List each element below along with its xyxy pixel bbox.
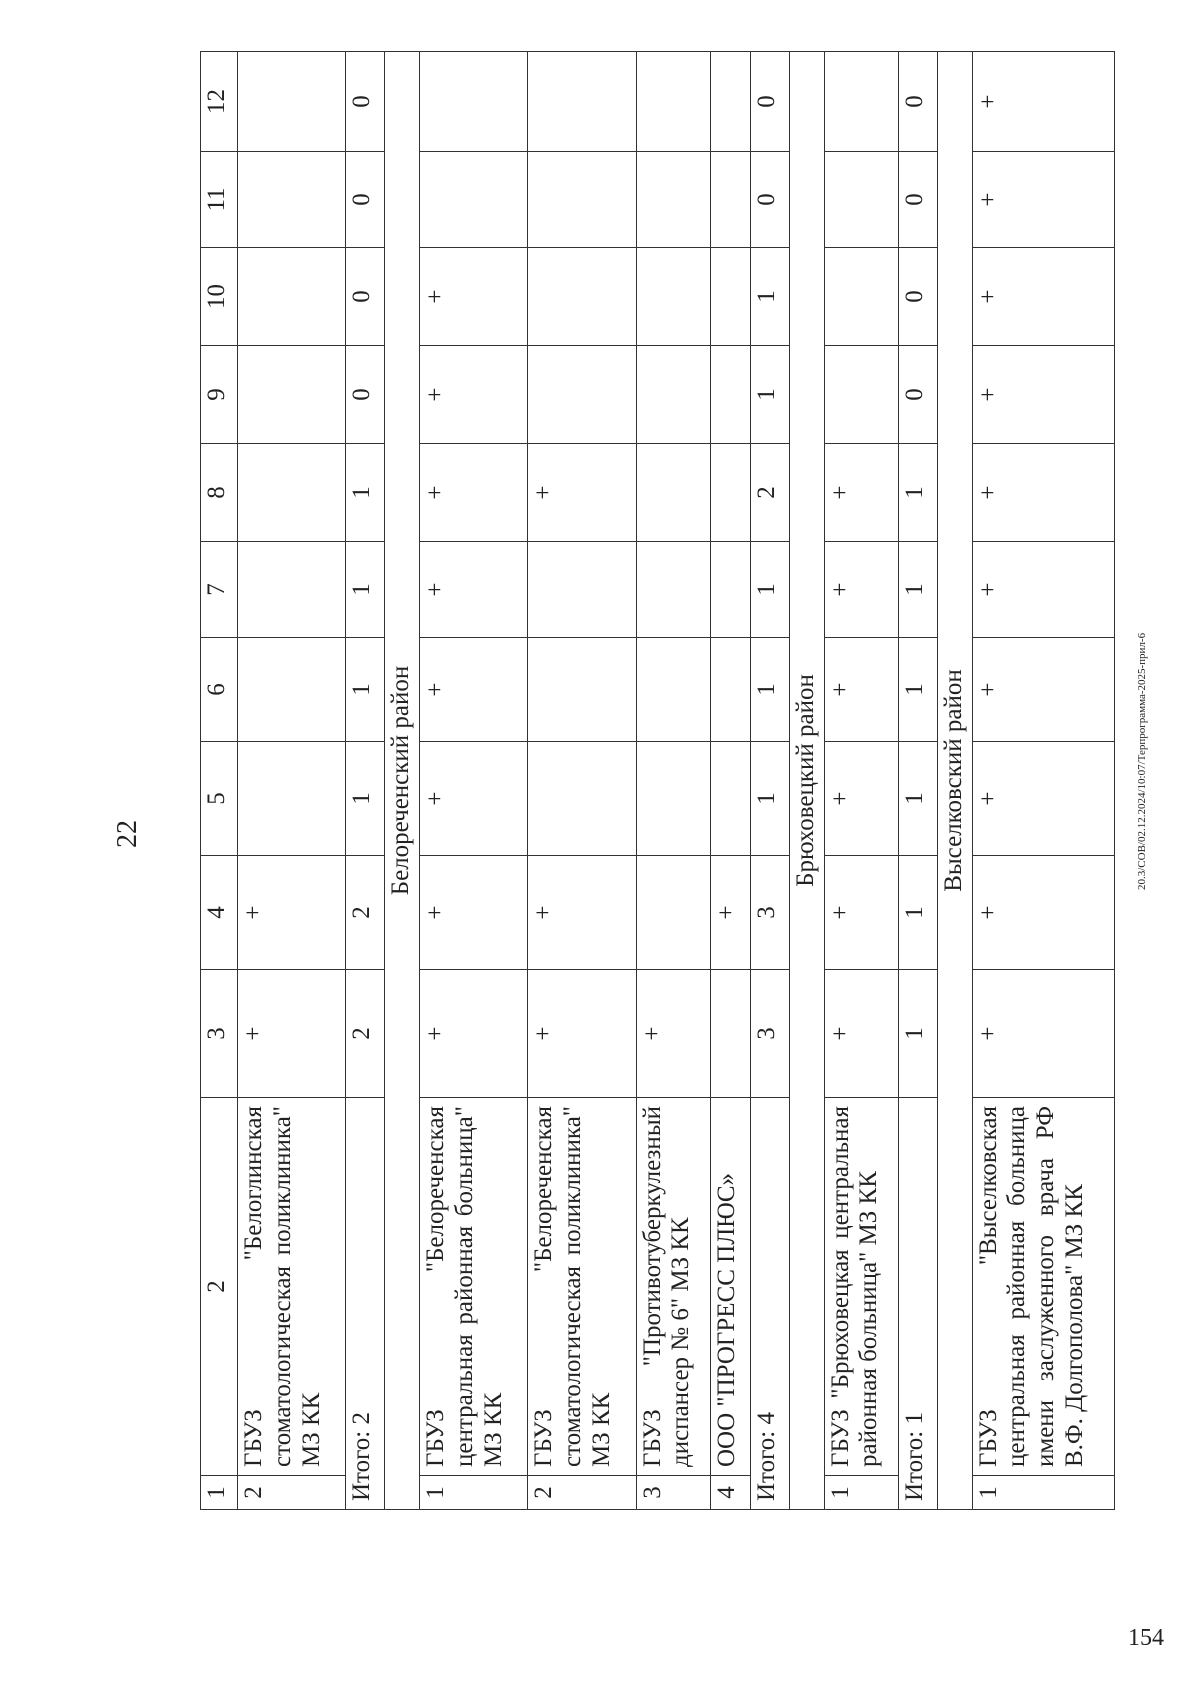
mark-cell	[710, 742, 750, 856]
row-number: 1	[420, 1476, 528, 1510]
organization-name: ГБУЗ "Брюховецкая центральная районная больница" МЗ КК	[824, 1098, 898, 1476]
total-value: 1	[750, 346, 789, 444]
mark-cell: +	[528, 444, 636, 542]
total-value: 1	[898, 542, 937, 638]
mark-cell: +	[972, 152, 1114, 248]
row-number: 1	[824, 1476, 898, 1510]
mark-cell	[238, 346, 346, 444]
mark-cell: +	[972, 346, 1114, 444]
organization-name: ГБУЗ "Выселковская центральная районная больница имени заслуженного врача РФ В.Ф. Долгополова" МЗ КК	[972, 1098, 1114, 1476]
rotated-table-container	[200, 70, 1115, 1510]
total-value: 1	[750, 742, 789, 856]
mark-cell	[824, 248, 898, 346]
column-header: 7	[201, 542, 238, 638]
column-header: 3	[201, 970, 238, 1098]
table-row	[238, 52, 346, 1510]
mark-cell	[528, 52, 636, 152]
total-label: Итого: 2	[346, 1098, 385, 1510]
mark-cell	[710, 152, 750, 248]
mark-cell: +	[238, 970, 346, 1098]
mark-cell: +	[972, 970, 1114, 1098]
total-row	[750, 52, 789, 1510]
section-title: Брюховецкий район	[789, 52, 824, 1510]
table-header-row	[201, 52, 238, 1510]
total-value: 1	[898, 742, 937, 856]
organization-name: ООО "ПРОГРЕСС ПЛЮС»	[710, 1098, 750, 1476]
total-value: 1	[898, 970, 937, 1098]
total-value: 1	[750, 248, 789, 346]
total-value: 2	[750, 444, 789, 542]
column-header: 5	[201, 742, 238, 856]
mark-cell	[238, 742, 346, 856]
row-number: 2	[238, 1476, 346, 1510]
total-value: 2	[346, 970, 385, 1098]
section-title: Выселковский район	[937, 52, 972, 1510]
mark-cell	[238, 542, 346, 638]
organization-name: ГБУЗ "Белореченская стоматологическая поликлиника" МЗ КК	[528, 1098, 636, 1476]
mark-cell	[636, 638, 710, 742]
table-row	[710, 52, 750, 1510]
mark-cell	[636, 542, 710, 638]
total-value: 1	[346, 638, 385, 742]
column-header: 2	[201, 1098, 238, 1476]
total-label: Итого: 4	[750, 1098, 789, 1510]
total-value: 1	[346, 542, 385, 638]
mark-cell: +	[824, 444, 898, 542]
mark-cell	[528, 346, 636, 444]
mark-cell	[528, 742, 636, 856]
mark-cell: +	[972, 52, 1114, 152]
column-header: 11	[201, 152, 238, 248]
section-row	[937, 52, 972, 1510]
total-value: 1	[346, 742, 385, 856]
mark-cell: +	[972, 742, 1114, 856]
mark-cell	[420, 152, 528, 248]
mark-cell: +	[636, 970, 710, 1098]
mark-cell	[238, 638, 346, 742]
mark-cell	[710, 52, 750, 152]
mark-cell	[710, 444, 750, 542]
mark-cell	[710, 346, 750, 444]
mark-cell	[710, 248, 750, 346]
row-number: 2	[528, 1476, 636, 1510]
total-value: 1	[898, 638, 937, 742]
mark-cell: +	[420, 248, 528, 346]
total-row	[898, 52, 937, 1510]
total-value: 0	[346, 248, 385, 346]
mark-cell	[636, 346, 710, 444]
column-header: 6	[201, 638, 238, 742]
table-row	[420, 52, 528, 1510]
total-value: 0	[346, 346, 385, 444]
mark-cell	[636, 52, 710, 152]
mark-cell: +	[528, 970, 636, 1098]
total-value: 1	[750, 638, 789, 742]
page-number-top: 22	[112, 820, 143, 848]
mark-cell	[528, 542, 636, 638]
mark-cell: +	[420, 638, 528, 742]
section-row	[385, 52, 420, 1510]
total-row	[346, 52, 385, 1510]
organization-name: ГБУЗ "Противотуберкулезный диспансер № 6" МЗ КК	[636, 1098, 710, 1476]
row-number: 1	[972, 1476, 1114, 1510]
column-header: 12	[201, 52, 238, 152]
mark-cell	[238, 52, 346, 152]
total-value: 0	[898, 152, 937, 248]
mark-cell	[420, 52, 528, 152]
mark-cell	[710, 970, 750, 1098]
total-value: 0	[898, 52, 937, 152]
section-title: Белореченский район	[385, 52, 420, 1510]
mark-cell: +	[824, 856, 898, 970]
mark-cell: +	[972, 638, 1114, 742]
mark-cell: +	[238, 856, 346, 970]
mark-cell: +	[420, 444, 528, 542]
total-value: 1	[898, 444, 937, 542]
mark-cell: +	[972, 542, 1114, 638]
row-number: 4	[710, 1476, 750, 1510]
mark-cell: +	[420, 346, 528, 444]
mark-cell: +	[972, 444, 1114, 542]
total-label: Итого: 1	[898, 1098, 937, 1510]
column-header: 9	[201, 346, 238, 444]
mark-cell	[528, 248, 636, 346]
mark-cell: +	[420, 970, 528, 1098]
mark-cell: +	[710, 856, 750, 970]
section-row	[789, 52, 824, 1510]
mark-cell: +	[824, 742, 898, 856]
mark-cell: +	[420, 856, 528, 970]
total-value: 0	[898, 346, 937, 444]
mark-cell	[824, 52, 898, 152]
mark-cell	[528, 638, 636, 742]
mark-cell: +	[824, 638, 898, 742]
mark-cell: +	[420, 542, 528, 638]
mark-cell	[636, 856, 710, 970]
mark-cell	[528, 152, 636, 248]
mark-cell	[710, 638, 750, 742]
mark-cell	[636, 152, 710, 248]
mark-cell	[824, 152, 898, 248]
mark-cell	[710, 542, 750, 638]
data-table	[200, 51, 1115, 1510]
column-header: 8	[201, 444, 238, 542]
table-row	[824, 52, 898, 1510]
organization-name: ГБУЗ "Белоглинская стоматологическая поликлиника" МЗ КК	[238, 1098, 346, 1476]
mark-cell	[636, 444, 710, 542]
total-value: 1	[898, 856, 937, 970]
mark-cell	[636, 742, 710, 856]
mark-cell: +	[972, 856, 1114, 970]
column-header: 10	[201, 248, 238, 346]
total-value: 0	[346, 152, 385, 248]
table-row	[636, 52, 710, 1510]
mark-cell	[636, 248, 710, 346]
total-value: 0	[898, 248, 937, 346]
total-value: 1	[750, 542, 789, 638]
total-value: 0	[750, 52, 789, 152]
table-row	[972, 52, 1114, 1510]
column-header: 4	[201, 856, 238, 970]
organization-name: ГБУЗ "Белореченская центральная районная больница" МЗ КК	[420, 1098, 528, 1476]
mark-cell	[238, 152, 346, 248]
mark-cell	[238, 248, 346, 346]
document-code: 20.3/СОВ/02.12.2024/10:07/Терпрограмма-2025-прил-6	[1136, 632, 1148, 890]
total-value: 3	[750, 970, 789, 1098]
column-header: 1	[201, 1476, 238, 1510]
total-value: 1	[346, 444, 385, 542]
total-value: 0	[750, 152, 789, 248]
mark-cell: +	[824, 970, 898, 1098]
total-value: 3	[750, 856, 789, 970]
mark-cell: +	[528, 856, 636, 970]
mark-cell	[824, 346, 898, 444]
page-number-bottom: 154	[1128, 1625, 1164, 1651]
mark-cell	[238, 444, 346, 542]
table-row	[528, 52, 636, 1510]
mark-cell: +	[824, 542, 898, 638]
mark-cell: +	[972, 248, 1114, 346]
total-value: 2	[346, 856, 385, 970]
total-value: 0	[346, 52, 385, 152]
mark-cell: +	[420, 742, 528, 856]
row-number: 3	[636, 1476, 710, 1510]
